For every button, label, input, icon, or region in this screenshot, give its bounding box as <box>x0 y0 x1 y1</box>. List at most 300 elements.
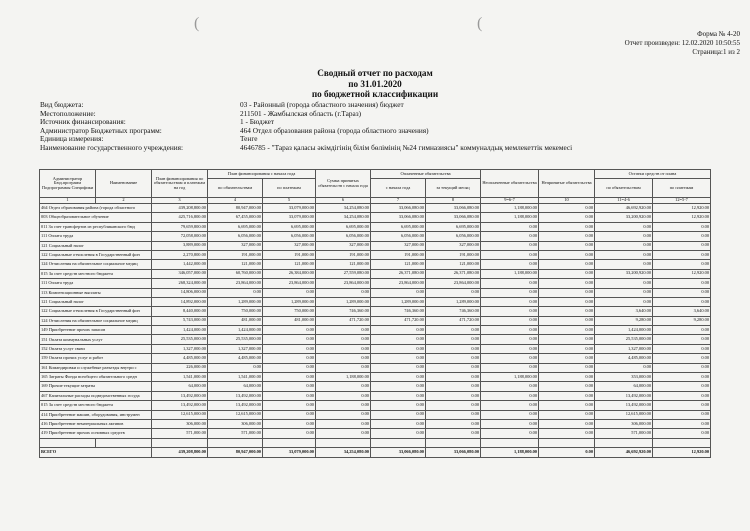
cell-c10: 0.00 <box>539 241 595 250</box>
cell-c6: 0.00 <box>316 391 371 400</box>
cell-c7: 0.00 <box>371 429 426 438</box>
cell-c9: 0.00 <box>481 335 539 344</box>
row-label: Отчисления на обязательное социальное медиц <box>48 317 138 323</box>
cell-c3: 14,892,000.00 <box>152 297 208 306</box>
cell-c3: 346,057,000.00 <box>152 269 208 278</box>
row-name <box>40 269 152 278</box>
cell-c5: 6,695,000.00 <box>263 222 316 231</box>
cell-c11: 353,000.00 <box>595 373 653 382</box>
cell-c11: 46,692,920.00 <box>595 204 653 213</box>
cell-c4: 67,455,000.00 <box>208 213 263 222</box>
row-label: Социальный налог <box>48 298 84 304</box>
cell-c4: 1,541,000.00 <box>208 373 263 382</box>
row-label: Оплата услуг связи <box>48 345 85 351</box>
cell-c9: 1,188,000.00 <box>481 204 539 213</box>
column-number: 12=5-7 <box>653 198 711 204</box>
cell-c12: 0.00 <box>653 335 711 344</box>
cell-c4: 1,289,000.00 <box>208 297 263 306</box>
cell-c3: 14,806,000.00 <box>152 288 208 297</box>
row-label: Капитальные расходы подведомственных госуда <box>48 392 140 398</box>
row-name <box>40 250 152 259</box>
table-row <box>40 307 711 316</box>
cell-c7: 33,066,080.00 <box>371 213 426 222</box>
cell-c11: 0.00 <box>595 232 653 241</box>
cell-c12: 0.00 <box>653 232 711 241</box>
page-counter: Страница:1 из 2 <box>692 48 740 56</box>
cell-c5: 0.00 <box>263 382 316 391</box>
cell-c6: 0.00 <box>316 410 371 419</box>
total-c10: 0.00 <box>539 447 595 457</box>
cell-c8: 6,695,000.00 <box>426 222 481 231</box>
row-code: 464 <box>41 205 48 211</box>
cell-c10: 0.00 <box>539 307 595 316</box>
cell-c10: 0.00 <box>539 250 595 259</box>
cell-c8: 33,066,080.00 <box>426 213 481 222</box>
cell-c10: 0.00 <box>539 363 595 372</box>
cell-c8: 0.00 <box>426 363 481 372</box>
cell-c11: 12,615,000.00 <box>595 410 653 419</box>
cell-c8: 121,000.00 <box>426 260 481 269</box>
report-timestamp: Отчет произведен: 12.02.2020 10:50:55 <box>624 39 740 47</box>
cell-c5: 0.00 <box>263 288 316 297</box>
total-c3: 439,208,800.00 <box>152 447 208 457</box>
cell-c8: 0.00 <box>426 288 481 297</box>
cell-c3: 8,440,000.00 <box>152 307 208 316</box>
cell-c3: 439,208,800.00 <box>152 204 208 213</box>
cell-c6: 1,289,000.00 <box>316 297 371 306</box>
cell-c8: 0.00 <box>426 326 481 335</box>
header-accepted: Сумма принятых обязательств с начала года <box>316 170 371 198</box>
cell-c5: 750,000.00 <box>263 307 316 316</box>
cell-c3: 425,716,800.00 <box>152 213 208 222</box>
cell-c6: 0.00 <box>316 419 371 428</box>
report-info <box>40 101 572 153</box>
cell-c12: 12,920.00 <box>653 213 711 222</box>
cell-c12: 0.00 <box>653 344 711 353</box>
row-label: Оплата прочих услуг и работ <box>48 355 104 361</box>
cell-c7: 1,289,000.00 <box>371 297 426 306</box>
cell-c11: 306,000.00 <box>595 419 653 428</box>
table-row <box>40 204 711 213</box>
cell-c4: 327,000.00 <box>208 241 263 250</box>
row-name <box>40 316 152 325</box>
row-name <box>40 204 152 213</box>
cell-c10: 0.00 <box>539 326 595 335</box>
spacer-cell <box>481 438 539 447</box>
table-row <box>40 316 711 325</box>
header-unaccepted: Непринятые обязательства <box>539 170 595 198</box>
cell-c11: 0.00 <box>595 297 653 306</box>
row-name <box>40 279 152 288</box>
cell-c9: 0.00 <box>481 297 539 306</box>
cell-c6: 0.00 <box>316 344 371 353</box>
info-row <box>40 144 572 153</box>
row-label: Общеобразовательное обучение <box>48 214 109 220</box>
info-label: Единица измерения: <box>40 134 104 144</box>
spacer-cell <box>371 438 426 447</box>
table-row <box>40 335 711 344</box>
table-row <box>40 269 711 278</box>
cell-c3: 12,615,000.00 <box>152 410 208 419</box>
cell-c10: 0.00 <box>539 401 595 410</box>
cell-c3: 1,327,000.00 <box>152 344 208 353</box>
row-name <box>40 335 152 344</box>
total-c11: 46,692,920.00 <box>595 447 653 457</box>
spacer-cell <box>96 438 152 447</box>
cell-c4: 1,327,000.00 <box>208 344 263 353</box>
row-label: Отдел образования района (города областного <box>48 205 136 211</box>
cell-c8: 1,289,000.00 <box>426 297 481 306</box>
header-plan-oblig: по обязательствам <box>208 179 263 198</box>
row-code: 161 <box>41 364 48 370</box>
row-name <box>40 429 152 438</box>
cell-c12: 0.00 <box>653 391 711 400</box>
table-row <box>40 419 711 428</box>
cell-c12: 0.00 <box>653 429 711 438</box>
row-name <box>40 344 152 353</box>
cell-c10: 0.00 <box>539 297 595 306</box>
row-name <box>40 354 152 363</box>
cell-c3: 2,270,800.00 <box>152 250 208 259</box>
table-row <box>40 391 711 400</box>
cell-c5: 327,000.00 <box>263 241 316 250</box>
row-label: Социальный налог <box>48 242 84 248</box>
cell-c5: 0.00 <box>263 344 316 353</box>
info-label: Местоположение: <box>40 108 96 118</box>
row-label: Приобретение машин, оборудования, инструмен <box>48 411 140 417</box>
table-row <box>40 382 711 391</box>
cell-c12: 0.00 <box>653 260 711 269</box>
spacer-cell <box>539 438 595 447</box>
cell-c6: 0.00 <box>316 401 371 410</box>
header-plan-fin: План финансирования по обязательствам и платежам на год <box>152 170 208 198</box>
cell-c6: 0.00 <box>316 288 371 297</box>
cell-c4: 306,000.00 <box>208 419 263 428</box>
row-name <box>40 401 152 410</box>
table-row <box>40 297 711 306</box>
cell-c4: 6,056,000.00 <box>208 232 263 241</box>
cell-c5: 26,384,000.00 <box>263 269 316 278</box>
cell-c11: 33,200,920.00 <box>595 213 653 222</box>
row-name <box>40 373 152 382</box>
info-label: Вид бюджета: <box>40 100 84 109</box>
cell-c10: 0.00 <box>539 288 595 297</box>
cell-c7: 0.00 <box>371 382 426 391</box>
row-code: 414 <box>41 411 48 417</box>
table-row <box>40 260 711 269</box>
row-name <box>40 288 152 297</box>
cell-c6: 471,720.00 <box>316 316 371 325</box>
cell-c3: 13,492,000.00 <box>152 391 208 400</box>
column-number: 4 <box>208 198 263 204</box>
cell-c6: 34,254,080.00 <box>316 213 371 222</box>
cell-c12: 0.00 <box>653 241 711 250</box>
cell-c12: 0.00 <box>653 288 711 297</box>
row-name <box>40 391 152 400</box>
cell-c8: 0.00 <box>426 373 481 382</box>
cell-c11: 9,280.00 <box>595 316 653 325</box>
row-label: Оплата труда <box>48 233 74 239</box>
cell-c4: 1,424,000.00 <box>208 326 263 335</box>
spacer-cell <box>426 438 481 447</box>
cell-c6: 0.00 <box>316 326 371 335</box>
cell-c4: 64,000.00 <box>208 382 263 391</box>
cell-c9: 0.00 <box>481 222 539 231</box>
row-label: Социальные отчисления в Государственный фон <box>48 308 140 314</box>
row-name <box>40 222 152 231</box>
total-c6: 34,254,080.00 <box>316 447 371 457</box>
cell-c9: 0.00 <box>481 382 539 391</box>
cell-c5: 6,056,000.00 <box>263 232 316 241</box>
cell-c10: 0.00 <box>539 213 595 222</box>
column-number: 3 <box>152 198 208 204</box>
cell-c10: 0.00 <box>539 429 595 438</box>
row-label: Оплата труда <box>48 280 74 286</box>
row-label: За счет трансфертов из республиканского бюд <box>48 223 135 229</box>
cell-c3: 5,743,000.00 <box>152 316 208 325</box>
cell-c4: 4,485,000.00 <box>208 354 263 363</box>
cell-c6: 0.00 <box>316 354 371 363</box>
cell-c5: 0.00 <box>263 335 316 344</box>
row-name <box>40 260 152 269</box>
cell-c5: 23,864,000.00 <box>263 279 316 288</box>
cell-c9: 0.00 <box>481 250 539 259</box>
cell-c5: 121,000.00 <box>263 260 316 269</box>
total-row <box>40 447 711 457</box>
table-row <box>40 326 711 335</box>
cell-c11: 0.00 <box>595 250 653 259</box>
row-code: 151 <box>41 336 48 342</box>
spacer-cell <box>595 438 653 447</box>
cell-c11: 0.00 <box>595 260 653 269</box>
form-meta <box>625 30 740 57</box>
cell-c10: 0.00 <box>539 260 595 269</box>
cell-c11: 0.00 <box>595 288 653 297</box>
info-value: 4646785 - "Тараз қаласы әкімдігінің білім бөлімінің №24 гимназиясы" коммуналдық мемлекеттік мекемесі <box>240 142 573 152</box>
cell-c8: 0.00 <box>426 410 481 419</box>
cell-c8: 0.00 <box>426 335 481 344</box>
table-row <box>40 429 711 438</box>
cell-c11: 3,640.00 <box>595 307 653 316</box>
cell-c11: 0.00 <box>595 279 653 288</box>
cell-c5: 0.00 <box>263 410 316 419</box>
row-label: Командировки и служебные разъезды внутри с <box>48 364 137 370</box>
header-rest-group: Остатки средств от плана <box>595 170 711 179</box>
cell-c9: 0.00 <box>481 363 539 372</box>
cell-c12: 0.00 <box>653 354 711 363</box>
row-code: 122 <box>41 308 48 314</box>
table-row <box>40 363 711 372</box>
cell-c12: 0.00 <box>653 326 711 335</box>
cell-c3: 306,000.00 <box>152 419 208 428</box>
column-number: 10 <box>539 198 595 204</box>
header-paid-group: Оплаченные обязательства <box>371 170 481 179</box>
cell-c4: 25,535,000.00 <box>208 335 263 344</box>
cell-c12: 0.00 <box>653 250 711 259</box>
row-label: Компенсационные выплаты <box>48 289 101 295</box>
cell-c6: 23,864,000.00 <box>316 279 371 288</box>
cell-c7: 0.00 <box>371 401 426 410</box>
cell-c12: 0.00 <box>653 363 711 372</box>
column-number: 8 <box>426 198 481 204</box>
cell-c4: 23,864,000.00 <box>208 279 263 288</box>
cell-c4: 0.00 <box>208 288 263 297</box>
cell-c5: 481,000.00 <box>263 316 316 325</box>
cell-c11: 13,492,000.00 <box>595 391 653 400</box>
row-label: Отчисления на обязательное социальное медиц <box>48 261 138 267</box>
cell-c4: 121,000.00 <box>208 260 263 269</box>
cell-c6: 746,360.00 <box>316 307 371 316</box>
cell-c3: 3,889,000.00 <box>152 241 208 250</box>
cell-c8: 0.00 <box>426 344 481 353</box>
cell-c12: 0.00 <box>653 222 711 231</box>
cell-c5: 0.00 <box>263 419 316 428</box>
cell-c3: 1,424,000.00 <box>152 326 208 335</box>
header-paid-start: с начала года <box>371 179 426 198</box>
cell-c4: 13,492,000.00 <box>208 401 263 410</box>
cell-c8: 6,056,000.00 <box>426 232 481 241</box>
cell-c9: 0.00 <box>481 410 539 419</box>
cell-c11: 1,327,000.00 <box>595 344 653 353</box>
cell-c9: 0.00 <box>481 326 539 335</box>
cell-c10: 0.00 <box>539 204 595 213</box>
cell-c6: 6,695,000.00 <box>316 222 371 231</box>
row-code: 152 <box>41 345 48 351</box>
header-unpaid: Неоплаченные обязательства <box>481 170 539 198</box>
cell-c10: 0.00 <box>539 269 595 278</box>
table-row <box>40 250 711 259</box>
cell-c8: 191,000.00 <box>426 250 481 259</box>
spacer-cell <box>208 438 263 447</box>
cell-c5: 0.00 <box>263 354 316 363</box>
cell-c3: 25,535,000.00 <box>152 335 208 344</box>
cell-c12: 0.00 <box>653 297 711 306</box>
info-value: 464 Отдел образования района (города областного значения) <box>240 125 429 135</box>
row-code: 169 <box>41 383 48 389</box>
scan-artifact-left: ( <box>194 15 200 32</box>
row-name <box>40 382 152 391</box>
cell-c3: 226,000.00 <box>152 363 208 372</box>
cell-c7: 191,000.00 <box>371 250 426 259</box>
row-code: 111 <box>41 280 48 286</box>
row-label: Приобретение прочих основных средств <box>48 430 125 436</box>
cell-c10: 0.00 <box>539 279 595 288</box>
cell-c5: 33,079,000.00 <box>263 204 316 213</box>
column-number: 5 <box>263 198 316 204</box>
cell-c12: 9,280.00 <box>653 316 711 325</box>
total-label: ВСЕГО <box>40 447 152 457</box>
cell-c5: 0.00 <box>263 391 316 400</box>
cell-c10: 0.00 <box>539 222 595 231</box>
cell-c7: 0.00 <box>371 335 426 344</box>
cell-c12: 0.00 <box>653 373 711 382</box>
total-c4: 80,947,000.00 <box>208 447 263 457</box>
spacer-cell <box>263 438 316 447</box>
cell-c12: 0.00 <box>653 410 711 419</box>
total-c7: 33,066,080.00 <box>371 447 426 457</box>
row-code: 149 <box>41 327 48 333</box>
row-code: 015 <box>41 402 48 408</box>
info-value: 1 - Бюджет <box>240 117 275 127</box>
column-number: 6 <box>316 198 371 204</box>
cell-c8: 327,000.00 <box>426 241 481 250</box>
table-row <box>40 401 711 410</box>
cell-c3: 64,000.00 <box>152 382 208 391</box>
row-label: Приобретение прочих запасов <box>48 327 106 333</box>
cell-c11: 33,200,920.00 <box>595 269 653 278</box>
row-code: 416 <box>41 421 48 427</box>
spacer-cell <box>653 438 711 447</box>
cell-c9: 0.00 <box>481 279 539 288</box>
row-name <box>40 326 152 335</box>
form-number: Форма № 4-20 <box>697 30 740 38</box>
row-name <box>40 213 152 222</box>
table-row <box>40 241 711 250</box>
info-label: Наименование государственного учреждения: <box>40 142 184 152</box>
row-code: 121 <box>41 298 48 304</box>
cell-c5: 0.00 <box>263 326 316 335</box>
cell-c12: 0.00 <box>653 279 711 288</box>
column-number: 1 <box>40 198 96 204</box>
cell-c11: 64,000.00 <box>595 382 653 391</box>
spacer-cell <box>316 438 371 447</box>
cell-c8: 0.00 <box>426 401 481 410</box>
table-row <box>40 222 711 231</box>
cell-c11: 13,492,000.00 <box>595 401 653 410</box>
cell-c4: 191,000.00 <box>208 250 263 259</box>
expense-rows <box>40 204 711 458</box>
cell-c8: 0.00 <box>426 354 481 363</box>
total-c12: 12,920.00 <box>653 447 711 457</box>
total-c9: 1,188,000.00 <box>481 447 539 457</box>
cell-c10: 0.00 <box>539 410 595 419</box>
cell-c3: 13,492,000.00 <box>152 401 208 410</box>
table-row <box>40 354 711 363</box>
cell-c8: 33,066,080.00 <box>426 204 481 213</box>
info-label: Источник финансирования: <box>40 117 126 127</box>
cell-c9: 0.00 <box>481 344 539 353</box>
row-label: Приобретение нематериальных активов <box>48 421 124 427</box>
cell-c6: 34,254,080.00 <box>316 204 371 213</box>
report-title <box>0 68 750 100</box>
cell-c7: 0.00 <box>371 410 426 419</box>
header-paid-month: за текущий месяц <box>426 179 481 198</box>
cell-c5: 1,289,000.00 <box>263 297 316 306</box>
scan-artifact-right: ( <box>477 15 483 32</box>
cell-c7: 23,864,000.00 <box>371 279 426 288</box>
cell-c4: 6,695,000.00 <box>208 222 263 231</box>
cell-c6: 0.00 <box>316 429 371 438</box>
cell-c3: 268,324,000.00 <box>152 279 208 288</box>
cell-c6: 0.00 <box>316 335 371 344</box>
cell-c5: 0.00 <box>263 363 316 372</box>
cell-c11: 1,424,000.00 <box>595 326 653 335</box>
cell-c12: 0.00 <box>653 401 711 410</box>
table-row <box>40 279 711 288</box>
cell-c7: 33,066,080.00 <box>371 204 426 213</box>
column-number: 2 <box>96 198 152 204</box>
header-plan-pay: по платежам <box>263 179 316 198</box>
cell-c10: 0.00 <box>539 354 595 363</box>
cell-c4: 481,000.00 <box>208 316 263 325</box>
header-rest-oblig: по обязательствам <box>595 179 653 198</box>
cell-c6: 6,056,000.00 <box>316 232 371 241</box>
cell-c9: 0.00 <box>481 316 539 325</box>
cell-c8: 471,720.00 <box>426 316 481 325</box>
cell-c12: 0.00 <box>653 382 711 391</box>
row-code: 111 <box>41 233 48 239</box>
row-code: 015 <box>41 270 48 276</box>
